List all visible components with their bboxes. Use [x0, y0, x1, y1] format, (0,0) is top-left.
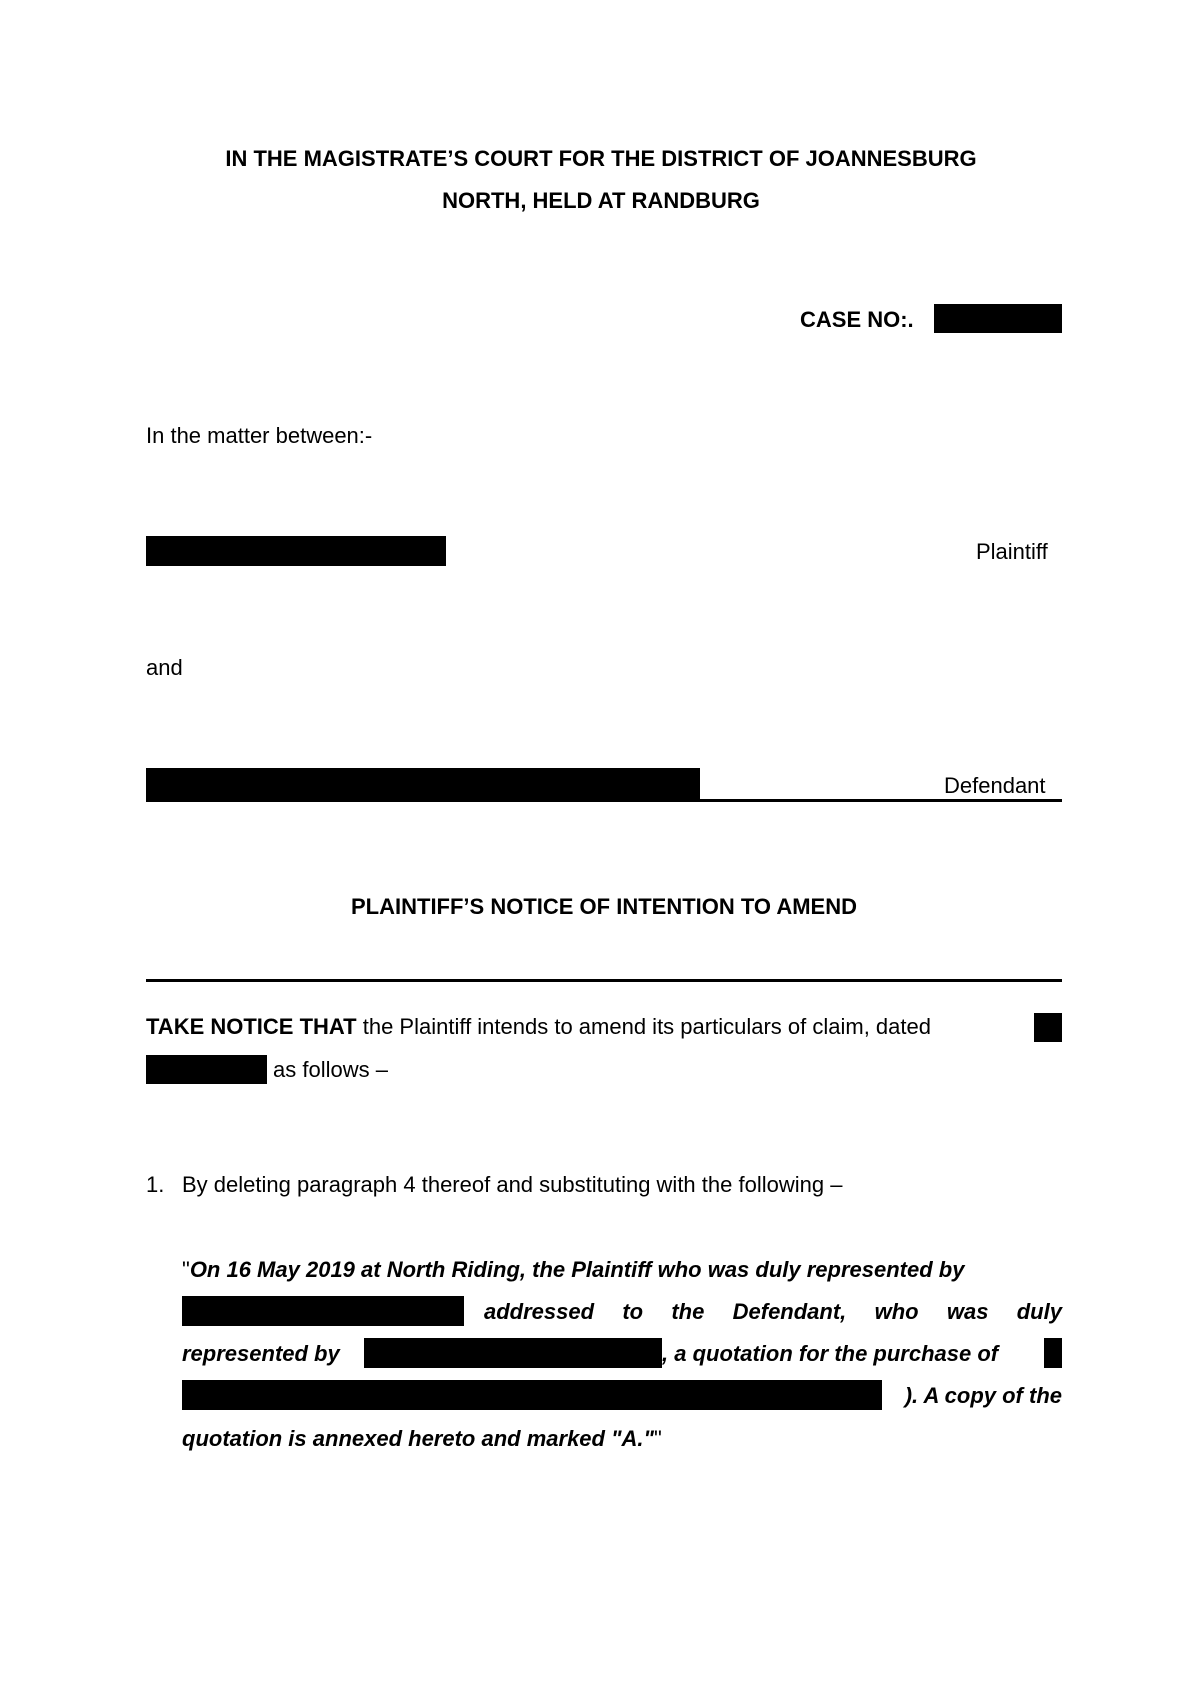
plaintiff-role: Plaintiff: [976, 539, 1048, 564]
quote-representative-redaction: [182, 1296, 464, 1326]
quote-line5-text: quotation is annexed hereto and marked "A.": [182, 1426, 654, 1451]
quote-line1-text: On 16 May 2019 at North Riding, the Plaintiff who was duly represented by: [189, 1257, 965, 1282]
quote-defendant-rep-redaction: [364, 1338, 662, 1368]
notice-text2: as follows –: [273, 1057, 388, 1082]
court-heading-line2: NORTH, HELD AT RANDBURG: [442, 188, 760, 213]
case-no-redaction: [934, 304, 1062, 333]
quote-word: the: [671, 1299, 705, 1324]
quote-word: to: [622, 1299, 644, 1324]
quote-item-redaction-1: [1044, 1338, 1062, 1368]
quote-line3-end: , a quotation for the purchase of: [662, 1341, 999, 1366]
quote-word: Defendant,: [732, 1299, 847, 1324]
quote-line3-start: represented by: [182, 1341, 340, 1366]
quote-word: was: [946, 1299, 989, 1324]
paragraph-text: By deleting paragraph 4 thereof and substituting with the following –: [182, 1172, 843, 1197]
defendant-name-redaction: [146, 768, 700, 802]
quote-word: duly: [1016, 1299, 1062, 1324]
quote-line1: [182, 1256, 1062, 1284]
notice-date-redaction-2: [146, 1055, 267, 1084]
court-heading-line1: IN THE MAGISTRATE’S COURT FOR THE DISTRICT OF JOANNESBURG: [225, 146, 977, 171]
quote-close-mark: ": [653, 1426, 662, 1451]
quote-line4: ). A copy of the: [904, 1383, 1062, 1408]
quote-item-redaction-2: [182, 1380, 882, 1410]
quote-word: who: [874, 1299, 919, 1324]
title-rule: [146, 979, 1062, 982]
parties-underline: [146, 799, 1062, 802]
quote-word: addressed: [484, 1299, 595, 1324]
and-label: and: [146, 655, 183, 680]
quote-line5: [182, 1425, 662, 1453]
plaintiff-name-redaction: [146, 536, 446, 566]
defendant-role: Defendant: [944, 773, 1046, 798]
notice-text1: the Plaintiff intends to amend its particulars of claim, dated: [356, 1014, 931, 1039]
notice-lead: TAKE NOTICE THAT: [146, 1014, 357, 1039]
notice-date-redaction-1: [1034, 1013, 1062, 1042]
quote-open-mark: ": [182, 1257, 190, 1282]
matter-between-label: In the matter between:-: [146, 423, 373, 448]
document-title: PLAINTIFF’S NOTICE OF INTENTION TO AMEND: [351, 894, 857, 919]
quote-line2: [484, 1298, 1062, 1326]
notice-line1: [146, 1013, 1062, 1041]
case-no-label: CASE NO:.: [800, 307, 914, 332]
paragraph-number: 1.: [146, 1172, 165, 1197]
